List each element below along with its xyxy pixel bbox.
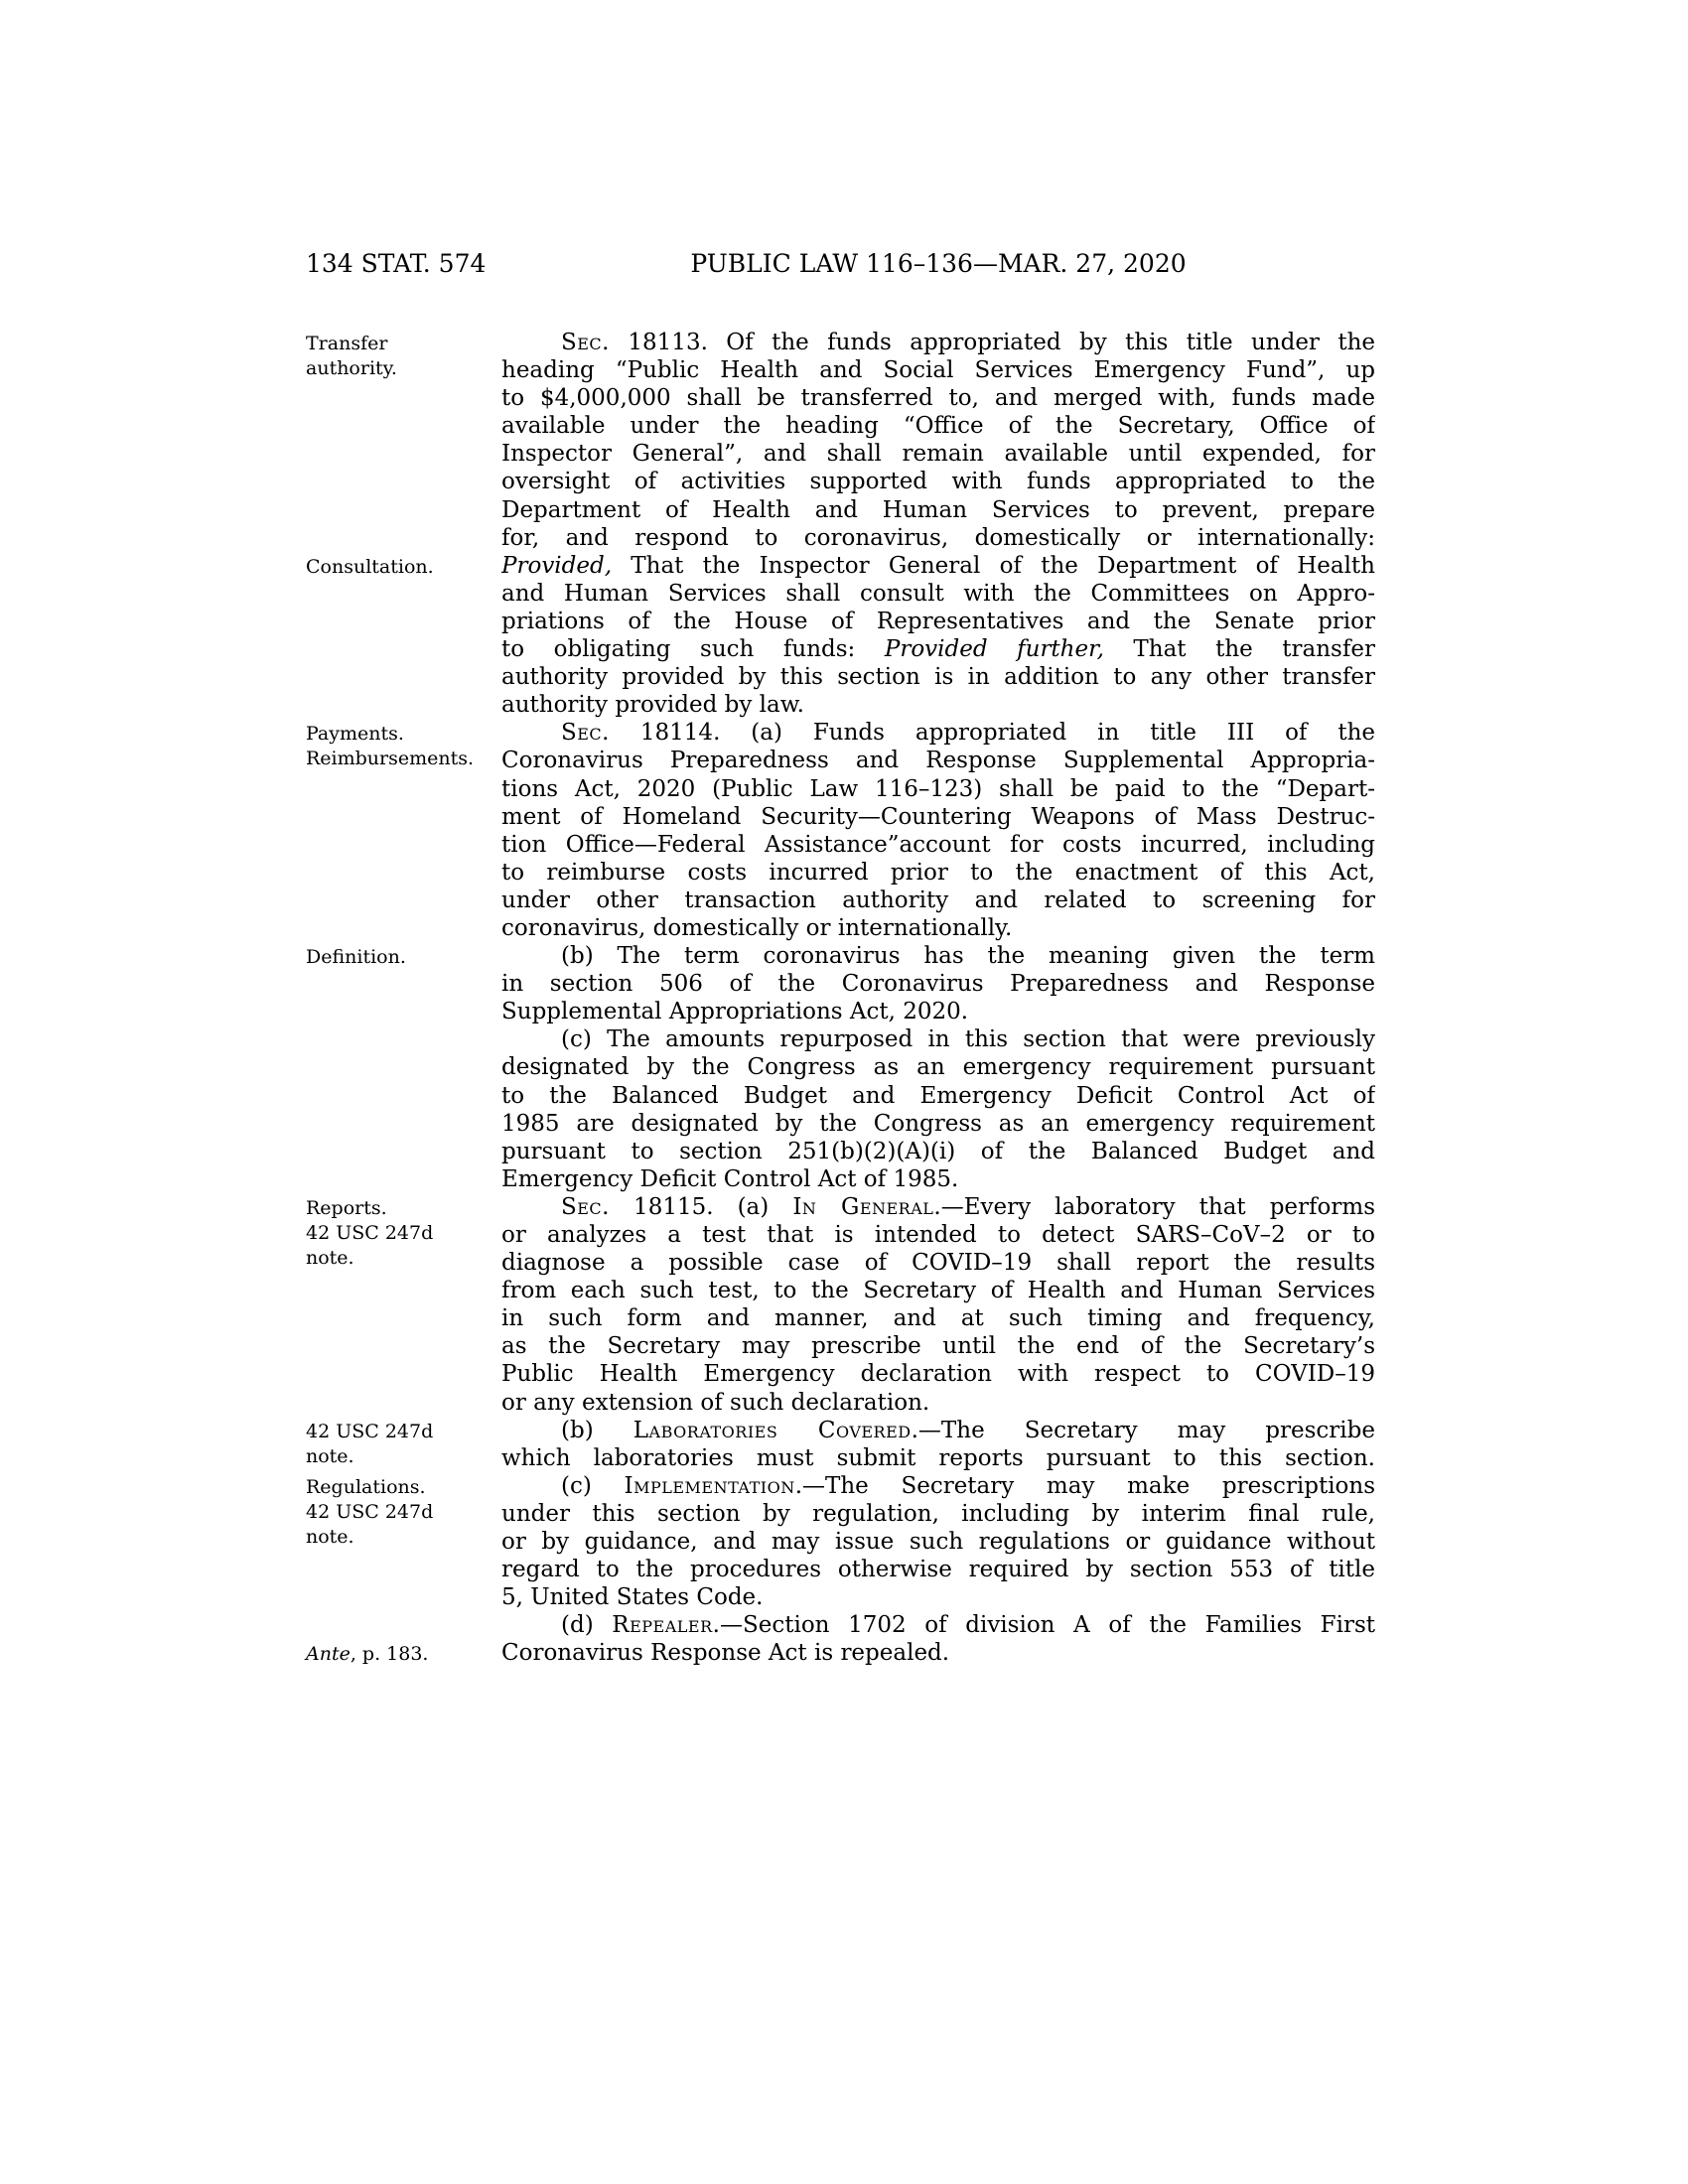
text-line: heading “Public Health and Social Services Emergency Fund”, up — [501, 357, 1375, 384]
margin-note — [306, 945, 494, 970]
text-line: under other transaction authority and related to screening for — [501, 887, 1375, 913]
margin-notes-column — [306, 329, 494, 1668]
text-line: Sec. 18114. (a) Funds appropriated in title III of the — [561, 720, 1375, 747]
body-text-column — [501, 329, 1375, 1668]
text-line: 5, United States Code. — [501, 1584, 764, 1611]
margin-note-line: note. — [306, 1445, 354, 1467]
text-line: authority provided by law. — [501, 692, 804, 719]
text-line: (c) The amounts repurposed in this section that were previously — [561, 1026, 1375, 1053]
text-line: which laboratories must submit reports pursuant to this section. — [501, 1444, 1375, 1471]
stat-page-number: 134 STAT. 574 — [306, 249, 487, 278]
margin-note-line: Transfer — [306, 333, 388, 354]
document-content — [306, 329, 1375, 1668]
text-line: Department of Health and Human Services to prevent, prepare — [501, 496, 1375, 523]
text-line: (d) Repealer.—Section 1702 of division A of the Families First — [561, 1612, 1375, 1639]
margin-note — [306, 1642, 494, 1667]
text-line: coronavirus, domestically or internationally. — [501, 914, 1013, 941]
text-line: to obligating such funds: Provided further, That the transfer — [501, 636, 1375, 663]
text-line: designated by the Congress as an emergency requirement pursuant — [501, 1054, 1375, 1081]
margin-note-line: note. — [306, 1247, 354, 1269]
text-line: pursuant to section 251(b)(2)(A)(i) of the Balanced Budget and — [501, 1138, 1375, 1164]
text-line: ment of Homeland Security—Countering Weapons of Mass Destruc- — [501, 803, 1375, 830]
text-line: in such form and manner, and at such timing and frequency, — [501, 1305, 1375, 1332]
text-line: or by guidance, and may issue such regulations or guidance without — [501, 1529, 1375, 1556]
text-line: Sec. 18115. (a) In General.—Every laboratory that performs — [561, 1193, 1375, 1220]
text-line: regard to the procedures otherwise required by section 553 of title — [501, 1557, 1375, 1583]
text-line: or any extension of such declaration. — [501, 1389, 930, 1416]
running-head — [306, 250, 1375, 280]
text-line: Provided, That the Inspector General of the Department of Health — [501, 552, 1375, 579]
margin-note-line: Reimbursements. — [306, 748, 475, 769]
text-line: Sec. 18113. Of the funds appropriated by this title under the — [561, 330, 1375, 355]
margin-note-line: Definition. — [306, 946, 406, 968]
text-line: in section 506 of the Coronavirus Preparedness and Response — [501, 971, 1375, 998]
text-line: tion Office—Federal Assistance”account for costs incurred, including — [501, 831, 1375, 858]
text-line: as the Secretary may prescribe until the end of the Secretary’s — [501, 1333, 1375, 1360]
text-line: under this section by regulation, including by interim final rule, — [501, 1500, 1375, 1527]
margin-note — [306, 1475, 494, 1550]
margin-note-line: note. — [306, 1526, 354, 1548]
text-line: to the Balanced Budget and Emergency Deficit Control Act of — [501, 1082, 1375, 1109]
margin-note-line: Consultation. — [306, 556, 434, 578]
text-line: priations of the House of Representatives and the Senate prior — [501, 608, 1375, 634]
text-line: authority provided by this section is in addition to any other transfer — [501, 664, 1375, 691]
margin-note-line: authority. — [306, 357, 397, 379]
text-line: (b) The term coronavirus has the meaning given the term — [561, 943, 1375, 970]
text-line: Emergency Deficit Control Act of 1985. — [501, 1165, 959, 1192]
text-line: to reimburse costs incurred prior to the enactment of this Act, — [501, 859, 1375, 886]
margin-note-line: Regulations. — [306, 1476, 426, 1498]
text-line: to $4,000,000 shall be transferred to, and merged with, funds made — [501, 385, 1375, 412]
text-line: diagnose a possible case of COVID–19 shall report the results — [501, 1250, 1375, 1277]
margin-note — [306, 1420, 494, 1469]
text-line: oversight of activities supported with funds appropriated to the — [501, 469, 1375, 495]
margin-note — [306, 555, 494, 580]
text-line: (b) Laboratories Covered.—The Secretary may prescribe — [561, 1417, 1375, 1443]
text-line: from each such test, to the Secretary of Health and Human Services — [501, 1278, 1375, 1304]
margin-note — [306, 332, 494, 381]
text-line: (c) Implementation.—The Secretary may make prescriptions — [561, 1472, 1375, 1499]
margin-note-line: Reports. — [306, 1197, 387, 1219]
margin-note — [306, 722, 494, 771]
margin-note-line: 42 USC 247d — [306, 1222, 434, 1244]
text-line: 1985 are designated by the Congress as an emergency requirement — [501, 1110, 1375, 1137]
law-title: PUBLIC LAW 116–136—MAR. 27, 2020 — [690, 249, 1187, 278]
text-line: and Human Services shall consult with the Committees on Appro- — [501, 580, 1375, 607]
text-line: tions Act, 2020 (Public Law 116–123) shall be paid to the “Depart- — [501, 775, 1375, 802]
text-line: Coronavirus Response Act is repealed. — [501, 1640, 950, 1667]
text-line: for, and respond to coronavirus, domestically or internationally: — [501, 524, 1375, 551]
margin-note-line: Ante, p. 183. — [306, 1643, 429, 1665]
margin-note-line: Payments. — [306, 723, 404, 745]
text-line: Inspector General”, and shall remain available until expended, for — [501, 441, 1375, 468]
margin-note-line: 42 USC 247d — [306, 1421, 434, 1442]
margin-note-line: 42 USC 247d — [306, 1501, 434, 1523]
text-line: Coronavirus Preparedness and Response Supplemental Appropria- — [501, 748, 1375, 774]
text-line: or analyzes a test that is intended to detect SARS–CoV–2 or to — [501, 1222, 1375, 1248]
text-line: Public Health Emergency declaration with respect to COVID–19 — [501, 1361, 1375, 1388]
text-line: available under the heading “Office of the Secretary, Office of — [501, 413, 1375, 440]
text-line: Supplemental Appropriations Act, 2020. — [501, 999, 969, 1025]
margin-note — [306, 1196, 494, 1271]
